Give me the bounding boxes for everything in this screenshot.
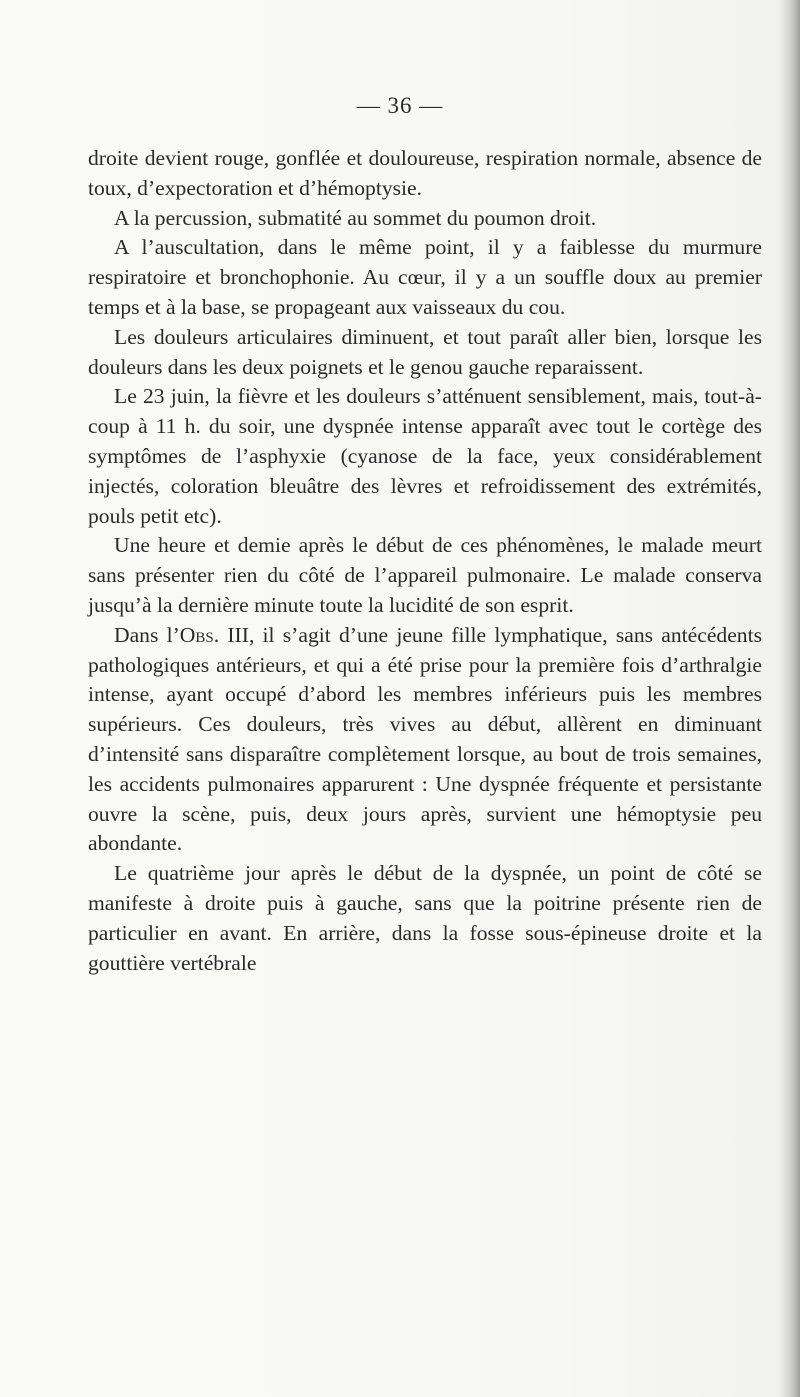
- paragraph-5: Le 23 juin, la fièvre et les douleurs s’atténuent sensiblement, mais, tout-à-coup à 11 h. du soir, une dyspnée intense apparaît avec tout le cortège des symptômes de l’asphyxie (cyanose de la face, yeux considérablement injectés, coloration bleuâtre des lèvres et refroidissement des extrémités, pouls petit etc).: [88, 384, 762, 528]
- page-number: — 36 —: [356, 93, 444, 118]
- paragraph-6: Une heure et demie après le début de ces phénomènes, le malade meurt sans présenter rien du côté de l’appareil pulmonaire. Le malade conserva jusqu’à la dernière minute toute la lucidité de son esprit.: [88, 533, 762, 617]
- paragraph-7-rest: . III, il s’agit d’une jeune fille lymphatique, sans antécédents pathologiques antérieurs, et qui a été prise pour la première fois d’arthralgie intense, ayant occupé d’abord les membres inférieurs puis les membres supérieurs. Ces douleurs, très vives au début, allèrent en diminuant d’intensité sans disparaître complètement lorsque, au bout de trois semaines, les accidents pulmonaires apparurent : Une dyspnée fréquente et persistante ouvre la scène, puis, deux jours après, survient une hémoptysie peu abondante.: [88, 622, 762, 856]
- page-edge-shadow: [778, 0, 800, 1397]
- observation-abbreviation: Obs: [179, 622, 214, 647]
- body-text: [88, 144, 762, 978]
- paragraph-7: [88, 621, 762, 859]
- paragraph-3: A l’auscultation, dans le même point, il y a faiblesse du murmure respiratoire et bronchophonie. Au cœur, il y a un souffle doux au premier temps et à la base, se propageant aux vaisseaux du cou.: [88, 235, 762, 319]
- paragraph-8: Le quatrième jour après le début de la dyspnée, un point de côté se manifeste à droite puis à gauche, sans que la poitrine présente rien de particulier en avant. En arrière, dans la fosse sous-épineuse droite et la gouttière vertébrale: [88, 861, 762, 975]
- paragraph-7-start: Dans l’: [114, 622, 180, 647]
- paragraph-4: Les douleurs articulaires diminuent, et tout paraît aller bien, lorsque les douleurs dans les deux poignets et le genou gauche reparaissent.: [88, 324, 762, 379]
- paragraph-1: droite devient rouge, gonflée et douloureuse, respiration normale, absence de toux, d’expectoration et d’hémoptysie.: [88, 146, 762, 200]
- paragraph-2: A la percussion, submatité au sommet du poumon droit.: [114, 205, 597, 230]
